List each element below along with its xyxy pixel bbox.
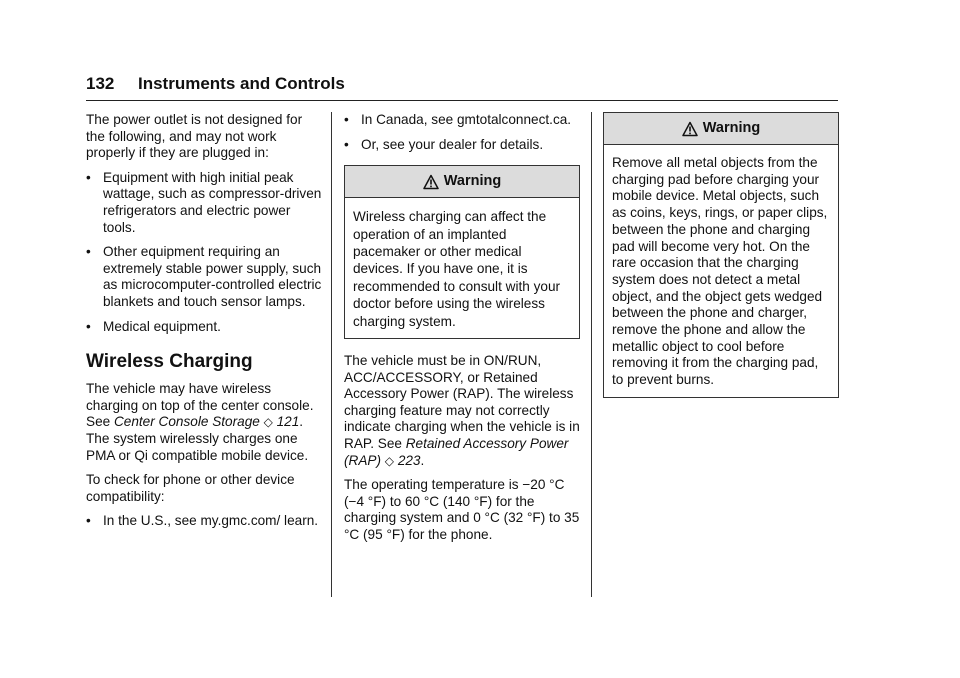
- bullet-icon: •: [86, 318, 91, 334]
- section-title: Instruments and Controls: [138, 74, 345, 93]
- vehicle-mode-text-end: .: [420, 452, 425, 468]
- wireless-intro: [86, 381, 322, 464]
- bullet-icon: •: [344, 112, 349, 127]
- warning-title: Warning: [702, 120, 761, 137]
- list-item-text: Or, see your dealer for details.: [361, 136, 544, 152]
- list-item: [86, 244, 322, 310]
- list-item: [344, 112, 580, 129]
- list-item: [344, 137, 580, 154]
- warning-icon: [682, 121, 698, 137]
- rap-link[interactable]: Retained Accessory Power (RAP): [344, 436, 569, 468]
- column-right: [603, 112, 839, 412]
- warning-header: [604, 113, 838, 145]
- warning-icon: [423, 174, 439, 190]
- vehicle-mode-text: [344, 353, 580, 469]
- list-item-text: In the U.S., see my.gmc.com/ learn.: [103, 513, 319, 529]
- wireless-intro-text: The vehicle may have wireless charging on top of the center console. See: [86, 381, 314, 430]
- list-item-text: Medical equipment.: [103, 318, 221, 334]
- warning-box-metal: [603, 112, 839, 398]
- page-number: 132: [86, 74, 115, 93]
- bullet-icon: •: [86, 513, 91, 529]
- page-header: [86, 70, 838, 101]
- warning-header: [345, 166, 579, 198]
- wireless-charging-heading: Wireless Charging: [86, 351, 253, 373]
- warning-title: Warning: [443, 173, 502, 190]
- column-left: [86, 112, 322, 538]
- list-item-text: Equipment with high initial peak wattage, such as compressor-driven refrigerators and electric power tools.: [103, 169, 322, 235]
- outlet-intro: The power outlet is not designed for the following, and may not work properly if they are plugged in:: [86, 112, 303, 161]
- compatibility-text: To check for phone or other device compatibility:: [86, 472, 295, 504]
- center-console-link[interactable]: Center Console Storage: [113, 414, 260, 430]
- bullet-icon: •: [86, 244, 91, 260]
- warning-text: Remove all metal objects from the charging pad before charging your mobile device. Metal objects, such as coins, keys, rings, or paper clips, between the phone and charging pad will become very hot. On the rare occasion that the charging system does not detect a metal object, and the object gets wedged between the phone and charger, remove the phone and allow the metallic object to cool before removing it from the charging pad, to prevent burns.: [612, 155, 828, 388]
- list-item-text: Other equipment requiring an extremely stable power supply, such as microcomputer-controlled electric blankets and touch sensor lamps.: [103, 244, 322, 309]
- vehicle-mode-text-start: The vehicle must be in ON/RUN, ACC/ACCESSORY, or Retained Accessory Power (RAP). The wireless charging feature may not correctly indicate charging when the vehicle is in RAP. See: [344, 353, 580, 451]
- column-divider: [591, 112, 592, 597]
- bullet-icon: •: [344, 136, 349, 152]
- center-console-page[interactable]: 121: [276, 414, 300, 430]
- list-item: [86, 513, 322, 530]
- warning-box-pacemaker: [344, 165, 580, 339]
- column-middle: [344, 112, 580, 552]
- column-divider: [331, 112, 332, 597]
- warning-text: Wireless charging can affect the operation of an implanted pacemaker or other medical devices. If you have one, it is recommended to consult with your doctor before using the wireless charging system.: [353, 209, 561, 329]
- rap-page[interactable]: 223: [397, 452, 421, 468]
- page-reference-icon: ◇: [263, 415, 273, 430]
- list-item: [86, 319, 322, 336]
- list-item-text: In Canada, see gmtotalconnect.ca.: [361, 112, 572, 127]
- bullet-icon: •: [86, 169, 91, 185]
- wireless-intro-text-end: . The system wirelessly charges one PMA or Qi compatible mobile device.: [86, 414, 309, 463]
- page-reference-icon: ◇: [384, 453, 395, 468]
- temperature-text: The operating temperature is −20 °C (−4 °F) to 60 °C (140 °F) for the charging system and 0 °C (32 °F) to 35 °C (95 °F) for the phone.: [344, 477, 580, 542]
- list-item: [86, 170, 322, 236]
